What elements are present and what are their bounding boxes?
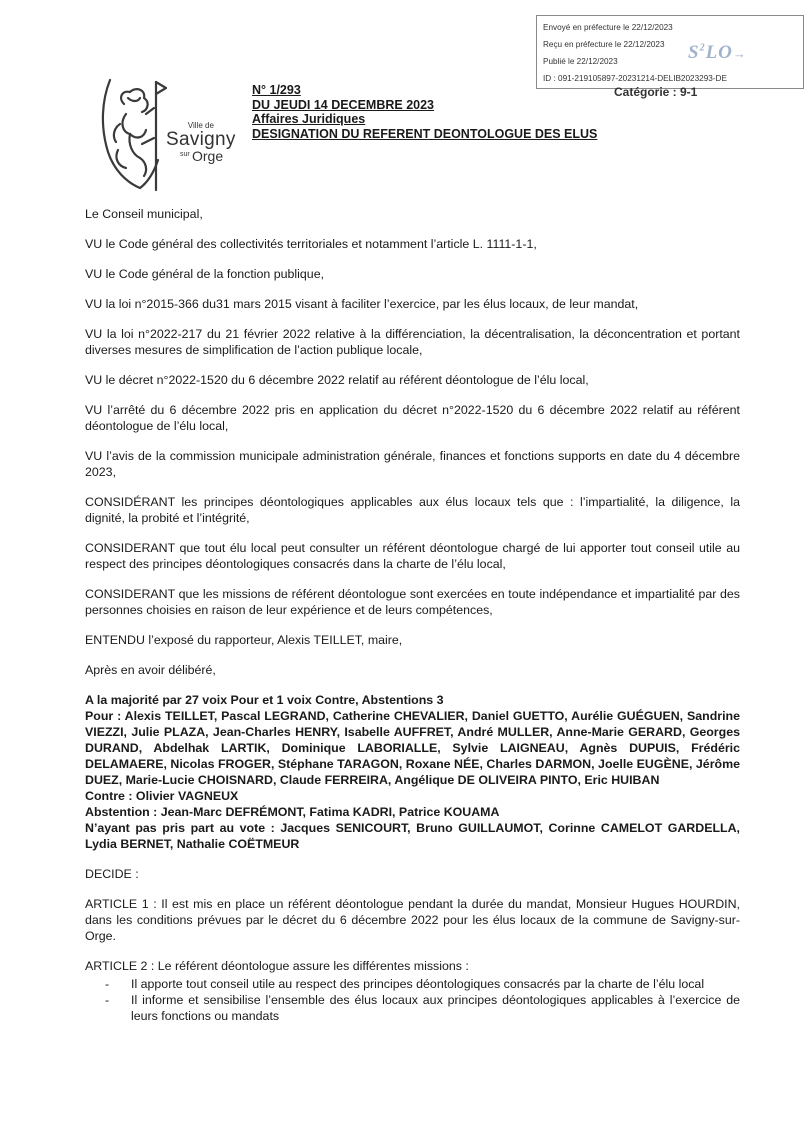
stamp-received-line: Reçu en préfecture le 22/12/2023 [543,40,665,49]
vote-result: A la majorité par 27 voix Pour et 1 voix Contre, Abstentions 3 [85,693,444,707]
deliberation-number: N° 1/293 [252,83,301,97]
stamp-published-line: Publié le 22/12/2023 [543,57,618,66]
paragraph-intro: Le Conseil municipal, [85,207,203,221]
city-logo-text [166,121,236,171]
vote-section [85,692,740,852]
paragraph-deliberation: Après en avoir délibéré, [85,663,216,677]
vote-abstention: Abstention : Jean-Marc DEFRÉMONT, Fatima KADRI, Patrice KOUAMA [85,805,500,819]
paragraph-vu-loi-2015: VU la loi n°2015-366 du31 mars 2015 visant à faciliter l’exercice, par les élus locaux, de leur mandat, [85,297,639,311]
article-2-intro: ARTICLE 2 : Le référent déontologue assure les différentes missions : [85,959,469,973]
vote-pour: Pour : Alexis TEILLET, Pascal LEGRAND, Catherine CHEVALIER, Daniel GUETTO, Aurélie GUÉGUEN, Sandrine VIEZZI, Julie PLAZA, Jean-Charles HENRY, Isabelle AUFFRET, André MULLER, Anne-Marie GERARD, Georges DURAND, Abdelhak LARTIK, Dominique LABORIALLE, Sylvie LAIGNEAU, Agnès DUPUIS, Frédéric DELAMAERE, Nicolas FROGER, Stéphane TARAGON, Roxane NÉE, Charles DARMON, Joelle EUGÈNE, Jérôme DUEZ, Marie-Lucie CHOISNARD, Claude FERREIRA, Angélique DE OLIVEIRA PINTO, Eric HUIBAN [85,709,740,787]
stamp-sent-line: Envoyé en préfecture le 22/12/2023 [543,23,673,32]
vote-non-participation: N’ayant pas pris part au vote : Jacques SENICOURT, Bruno GUILLAUMOT, Corinne CAMELOT GARDELLA, Lydia BERNET, Nathalie COËTMEUR [85,821,740,851]
category-label: Catégorie : 9-1 [614,85,698,99]
vote-contre: Contre : Olivier VAGNEUX [85,789,239,803]
logo-sur-label: sur [180,151,190,158]
logo-orge-label: Orge [192,148,224,164]
paragraph-vu-decret: VU le décret n°2022-1520 du 6 décembre 2022 relatif au référent déontologue de l’élu local, [85,373,589,387]
deliberation-date: DU JEUDI 14 DECEMBRE 2023 [252,97,435,112]
deliberation-service: Affaires Juridiques [252,112,366,126]
article-2-item: - Il informe et sensibilise l’ensemble des élus locaux aux principes déontologiques applicables à l’exercice de leurs fonctions ou mandats [105,992,740,1024]
paragraph-vu-avis: VU l’avis de la commission municipale administration générale, finances et fonctions supports en date du 4 décembre 2023, [85,449,740,479]
deliberation-header [252,83,597,141]
paragraph-entendu: ENTENDU l’exposé du rapporteur, Alexis TEILLET, maire, [85,633,403,647]
paragraph-considerant-consultation: CONSIDERANT que tout élu local peut consulter un référent déontologue chargé de lui apporter tout conseil utile au respect des principes déontologiques consacrés dans la charte de l’élu local, [85,541,740,571]
decide-label: DECIDE : [85,867,139,881]
paragraph-considerant-principes: CONSIDÉRANT les principes déontologiques applicables aux élus locaux tels que : l’impartialité, la diligence, la dignité, la probité et l’intégrité, [85,495,740,525]
stamp-id-line: ID : 091-219105897-20231214-DELIB2023293-DE [543,74,727,83]
paragraph-considerant-missions: CONSIDERANT que les missions de référent déontologue sont exercées en toute indépendance et impartialité par des personnes choisies en raison de leur expérience et de leurs compétences, [85,587,740,617]
paragraph-vu-arrete: VU l’arrêté du 6 décembre 2022 pris en application du décret n°2022-1520 du 6 décembre 2022 relatif au référent déontologue de l’élu local, [85,403,740,433]
paragraph-vu-loi-2022: VU la loi n°2022-217 du 21 février 2022 relative à la différenciation, la décentralisation, la déconcentration et portant diverses mesures de simplification de l’action publique locale, [85,327,740,357]
article-1: ARTICLE 1 : Il est mis en place un référent déontologue pendant la durée du mandat, Monsieur Hugues HOURDIN, dans les conditions prévues par le décret du 6 décembre 2022 pour les élus locaux de la commune de Savigny-sur-Orge. [85,897,740,943]
s2low-logo: $S^2LO\to$ [688,42,747,63]
article-2-item: - Il apporte tout conseil utile au respect des principes déontologiques consacrés par la charte de l’élu local [105,976,740,992]
lion-crest-icon [96,74,168,192]
paragraph-vu-cgct: VU le Code général des collectivités territoriales et notamment l’article L. 1111-1-1, [85,237,537,251]
logo-savigny-label: Savigny [166,129,236,150]
prefecture-stamp [536,15,804,89]
deliberation-subject: DESIGNATION DU REFERENT DEONTOLOGUE DES ELUS [252,126,598,141]
logo-ville-label: Ville de [187,121,214,130]
paragraph-vu-cgfp: VU le Code général de la fonction publique, [85,267,325,281]
deliberation-body [85,206,740,1024]
article-2-list [85,976,740,1024]
